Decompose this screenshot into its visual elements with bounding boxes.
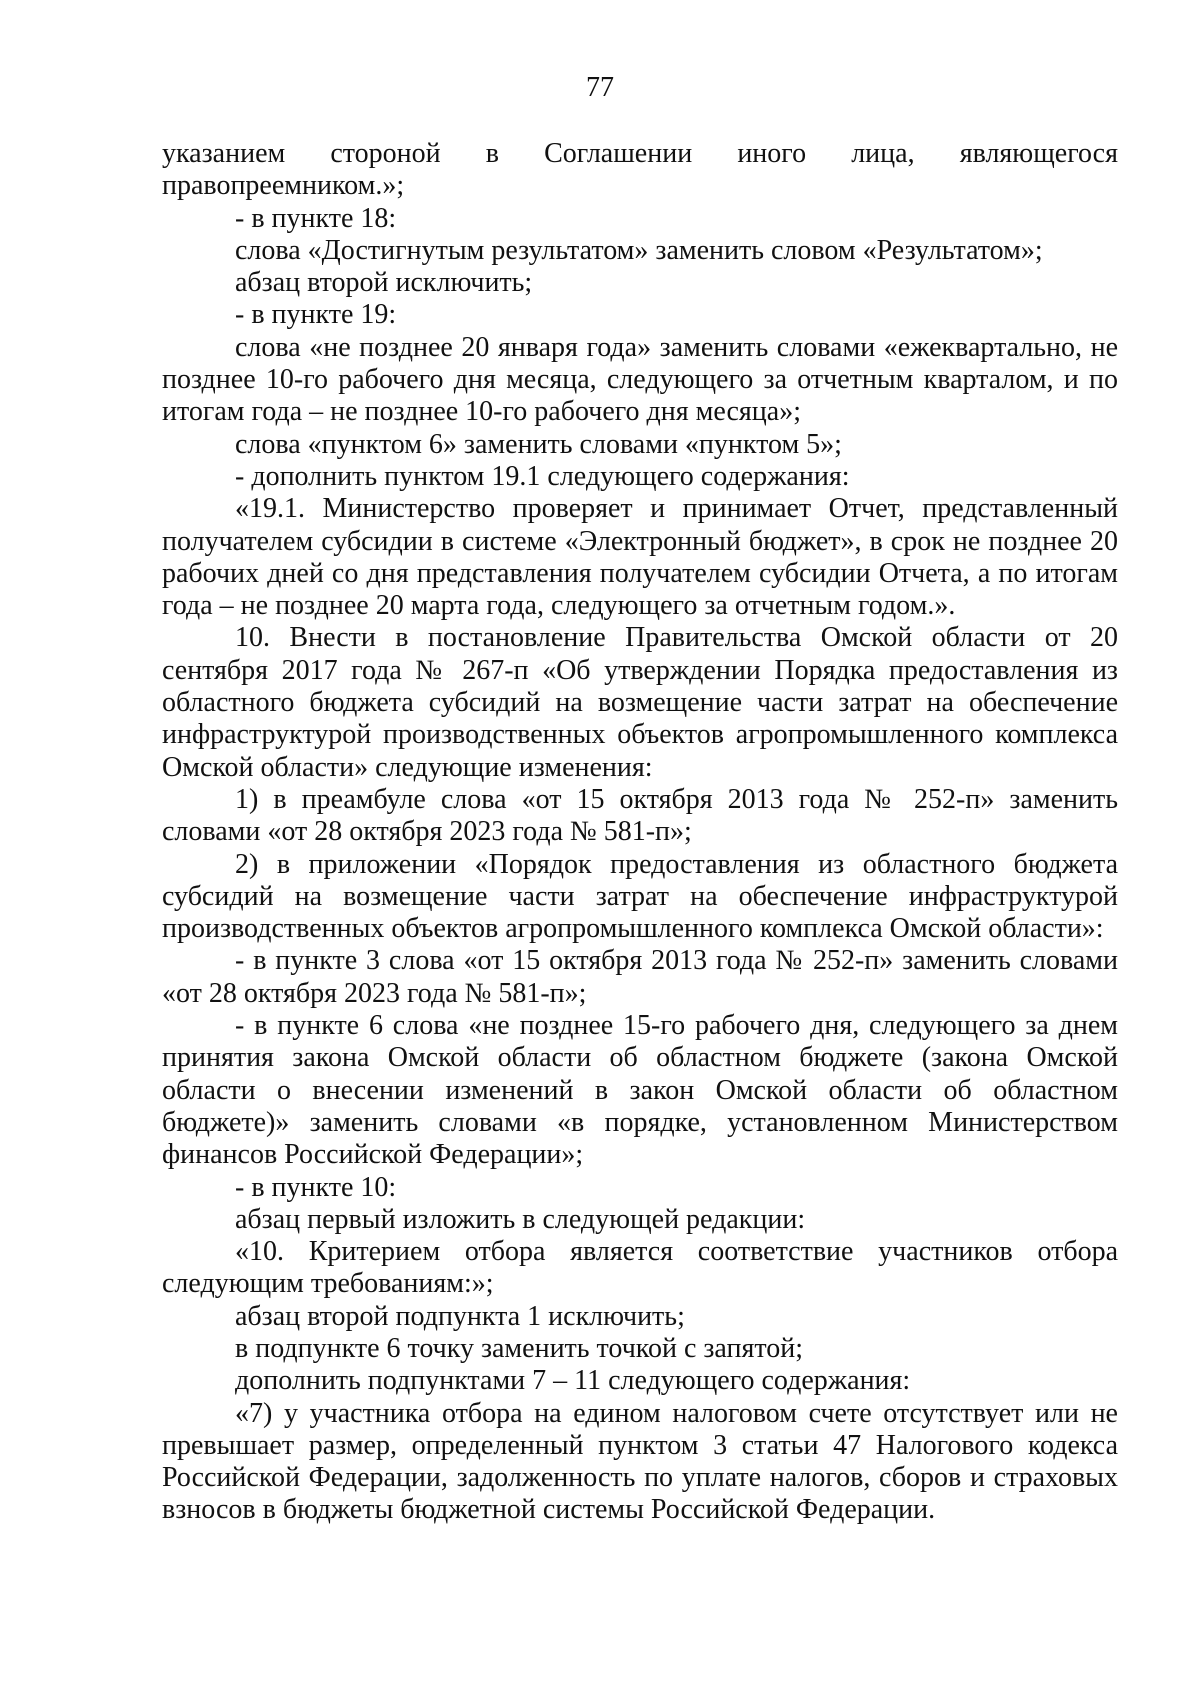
- paragraph: - в пункте 10:: [235, 1171, 397, 1203]
- paragraph: абзац первый изложить в следующей редакции:: [235, 1203, 806, 1235]
- paragraph: слова «не позднее 20 января года» заменить словами «ежеквартально, не позднее 10-го рабочего дня месяца, следующего за отчетным кварталом, и по итогам года – не позднее 10-го рабочего дня месяца»;: [162, 331, 1118, 428]
- paragraph: слова «Достигнутым результатом» заменить словом «Результатом»;: [235, 234, 1043, 266]
- paragraph: абзац второй исключить;: [235, 267, 533, 299]
- paragraph: - в пункте 19:: [235, 299, 397, 331]
- paragraph: абзац второй подпункта 1 исключить;: [235, 1300, 685, 1332]
- paragraph: указанием стороной в Соглашении иного лица, являющегося правопреемником.»;: [162, 138, 1118, 202]
- paragraph: слова «пунктом 6» заменить словами «пунктом 5»;: [235, 428, 842, 460]
- paragraph: 10. Внести в постановление Правительства Омской области от 20 сентября 2017 года № 267-п «Об утверждении Порядка предоставления из областного бюджета субсидий на возмещение части затрат на обеспечение инфраструктурой производственных объектов агропромышленного комплекса Омской области» следующие изменения:: [162, 622, 1118, 783]
- paragraph: - в пункте 3 слова «от 15 октября 2013 года № 252-п» заменить словами «от 28 октября 2023 года № 581-п»;: [162, 945, 1118, 1009]
- page-number: 77: [586, 72, 614, 103]
- paragraph: 1) в преамбуле слова «от 15 октября 2013 года № 252-п» заменить словами «от 28 октября 2023 года № 581-п»;: [162, 783, 1118, 848]
- paragraph: дополнить подпунктами 7 – 11 следующего содержания:: [235, 1365, 911, 1397]
- paragraph: - в пункте 6 слова «не позднее 15-го рабочего дня, следующего за днем принятия закона Омской области об областном бюджете (закона Омской области о внесении изменений в закон Омской области об областном бюджете)» заменить словами «в порядке, установленном Министерством финансов Российской Федерации»;: [162, 1010, 1118, 1171]
- paragraph: в подпункте 6 точку заменить точкой с запятой;: [235, 1332, 803, 1364]
- document-body: [162, 138, 1118, 1527]
- paragraph: 2) в приложении «Порядок предоставления из областного бюджета субсидий на возмещение части затрат на обеспечение инфраструктурой производственных объектов агропромышленного комплекса Омской области»:: [162, 848, 1118, 945]
- paragraph: - в пункте 18:: [235, 202, 397, 234]
- paragraph: «10. Критерием отбора является соответствие участников отбора следующим требованиям:»;: [162, 1236, 1118, 1300]
- paragraph: - дополнить пунктом 19.1 следующего содержания:: [235, 460, 850, 492]
- paragraph: «7) у участника отбора на едином налоговом счете отсутствует или не превышает размер, определенный пунктом 3 статьи 47 Налогового кодекса Российской Федерации, задолженность по уплате налогов, сборов и страховых взносов в бюджеты бюджетной системы Российской Федерации.: [162, 1397, 1118, 1526]
- paragraph: «19.1. Министерство проверяет и принимает Отчет, представленный получателем субсидии в системе «Электронный бюджет», в срок не позднее 20 рабочих дней со дня представления получателем субсидии Отчета, а по итогам года – не позднее 20 марта года, следующего за отчетным годом.».: [162, 493, 1118, 622]
